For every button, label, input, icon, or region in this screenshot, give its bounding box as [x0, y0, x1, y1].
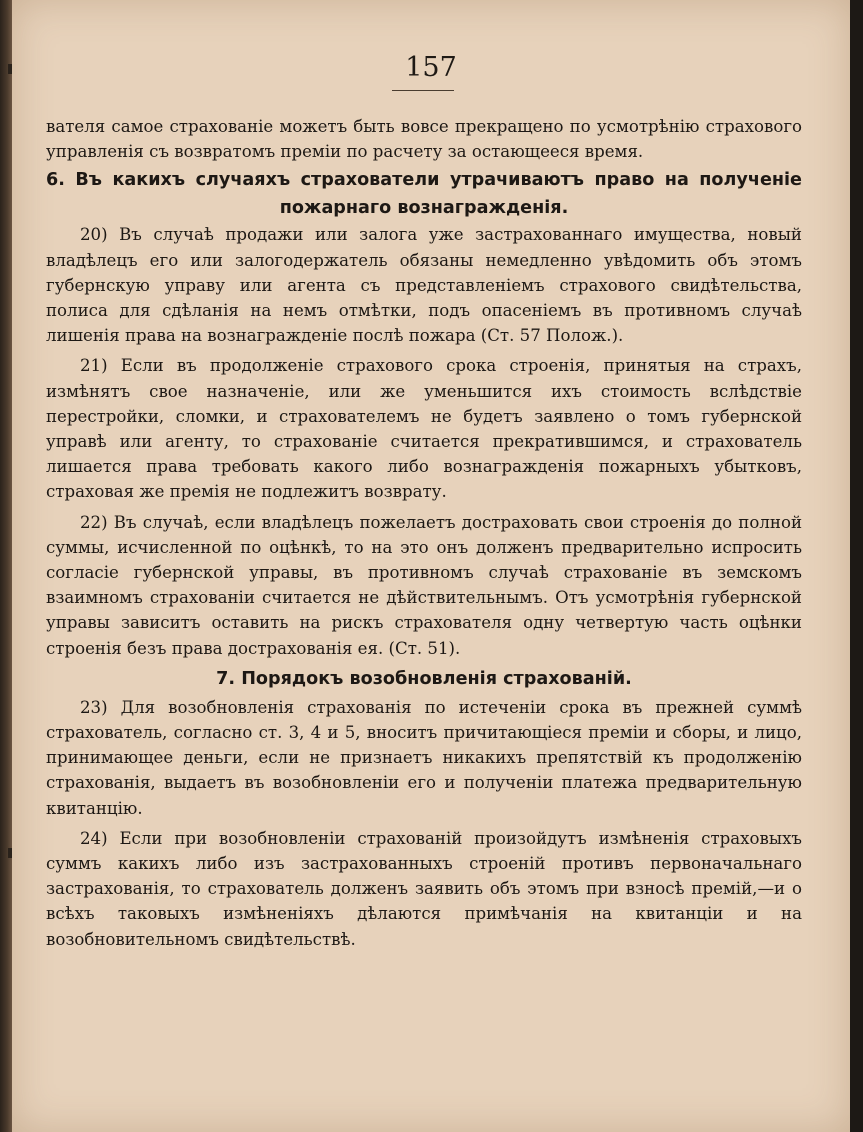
book-page — [12, 0, 850, 1132]
section-6-heading: 6. Въ какихъ случаяхъ страхователи утрачиваютъ право на полученіе пожарнаго вознагражденія. — [46, 170, 802, 219]
paragraph-continued: вателя самое страхованіе можетъ быть вовсе прекращено по усмотрѣнію страхового управленія съ возвратомъ преміи по расчету за остающееся время. — [46, 117, 802, 162]
paragraph-23: 23) Для возобновленія страхованія по истеченіи срока въ прежней суммѣ страхователь, согласно ст. 3, 4 и 5, вноситъ причитающіеся преміи и сборы, и лицо, принимающее деньги, если не признаетъ никакихъ препятствій къ продолженію страхованія, выдаетъ въ возобновленіи его и полученіи платежа предварительную квитанцію. — [46, 697, 802, 818]
scan-dark-border — [850, 0, 863, 1132]
paragraph-20: 20) Въ случаѣ продажи или залога уже застрахованнаго имущества, новый владѣлецъ его или залогодержатель обязаны немедленно увѣдомить объ этомъ губернскую управу или агента съ представленіемъ страхового свидѣтельства, полиса для сдѣланія на немъ отмѣтки, подъ опасеніемъ въ противномъ случаѣ лишенія права на вознагражденіе послѣ пожара (Ст. 57 Полож.). — [46, 225, 802, 346]
paragraph-22: 22) Въ случаѣ, если владѣлецъ пожелаетъ дострахoвать свои строенія до полной суммы, исчисленной по оцѣнкѣ, то на это онъ долженъ предварительно испросить согласіе губернской управы, въ противномъ случаѣ страхованіе въ земскомъ взаимномъ страхованіи считается не дѣйствительнымъ. Отъ усмотрѣнія губернской управы зависитъ оставить на рискъ страхователя одну четвертую часть оцѣнки строенія безъ права дострахованія ея. (Ст. 51). — [46, 512, 802, 658]
page-number-underline — [392, 90, 454, 91]
page-number: 157 — [405, 52, 457, 83]
paragraph-24: 24) Если при возобновленіи страхованій произойдутъ измѣненія страховыхъ суммъ какихъ либо изъ застрахованныхъ строеній противъ первоначальнаго застрахованія, то страхователь долженъ заявить объ этомъ при взносѣ премій,—и о всѣхъ таковыхъ измѣненіяхъ дѣлаются примѣчанія на квитанціи и на возобновительномъ свидѣтельствѣ. — [46, 828, 802, 949]
book-binding-edge — [0, 0, 12, 1132]
paragraph-21: 21) Если въ продолженіе страхового срока строенія, принятыя на страхъ, измѣнятъ свое назначеніе, или же уменьшится ихъ стоимость вслѣдствіе перестройки, сломки, и страхователемъ не будетъ заявлено о томъ губернской управѣ или агенту, то страхованіе считается прекратившимся, и страхователь лишается права требовать какого либо вознагражденія пожарныхъ убытковъ, страховая же премія не подлежитъ возврату. — [46, 356, 802, 502]
page-text — [46, 114, 802, 952]
section-7-heading: 7. Порядокъ возобновленія страхованій. — [216, 668, 632, 689]
